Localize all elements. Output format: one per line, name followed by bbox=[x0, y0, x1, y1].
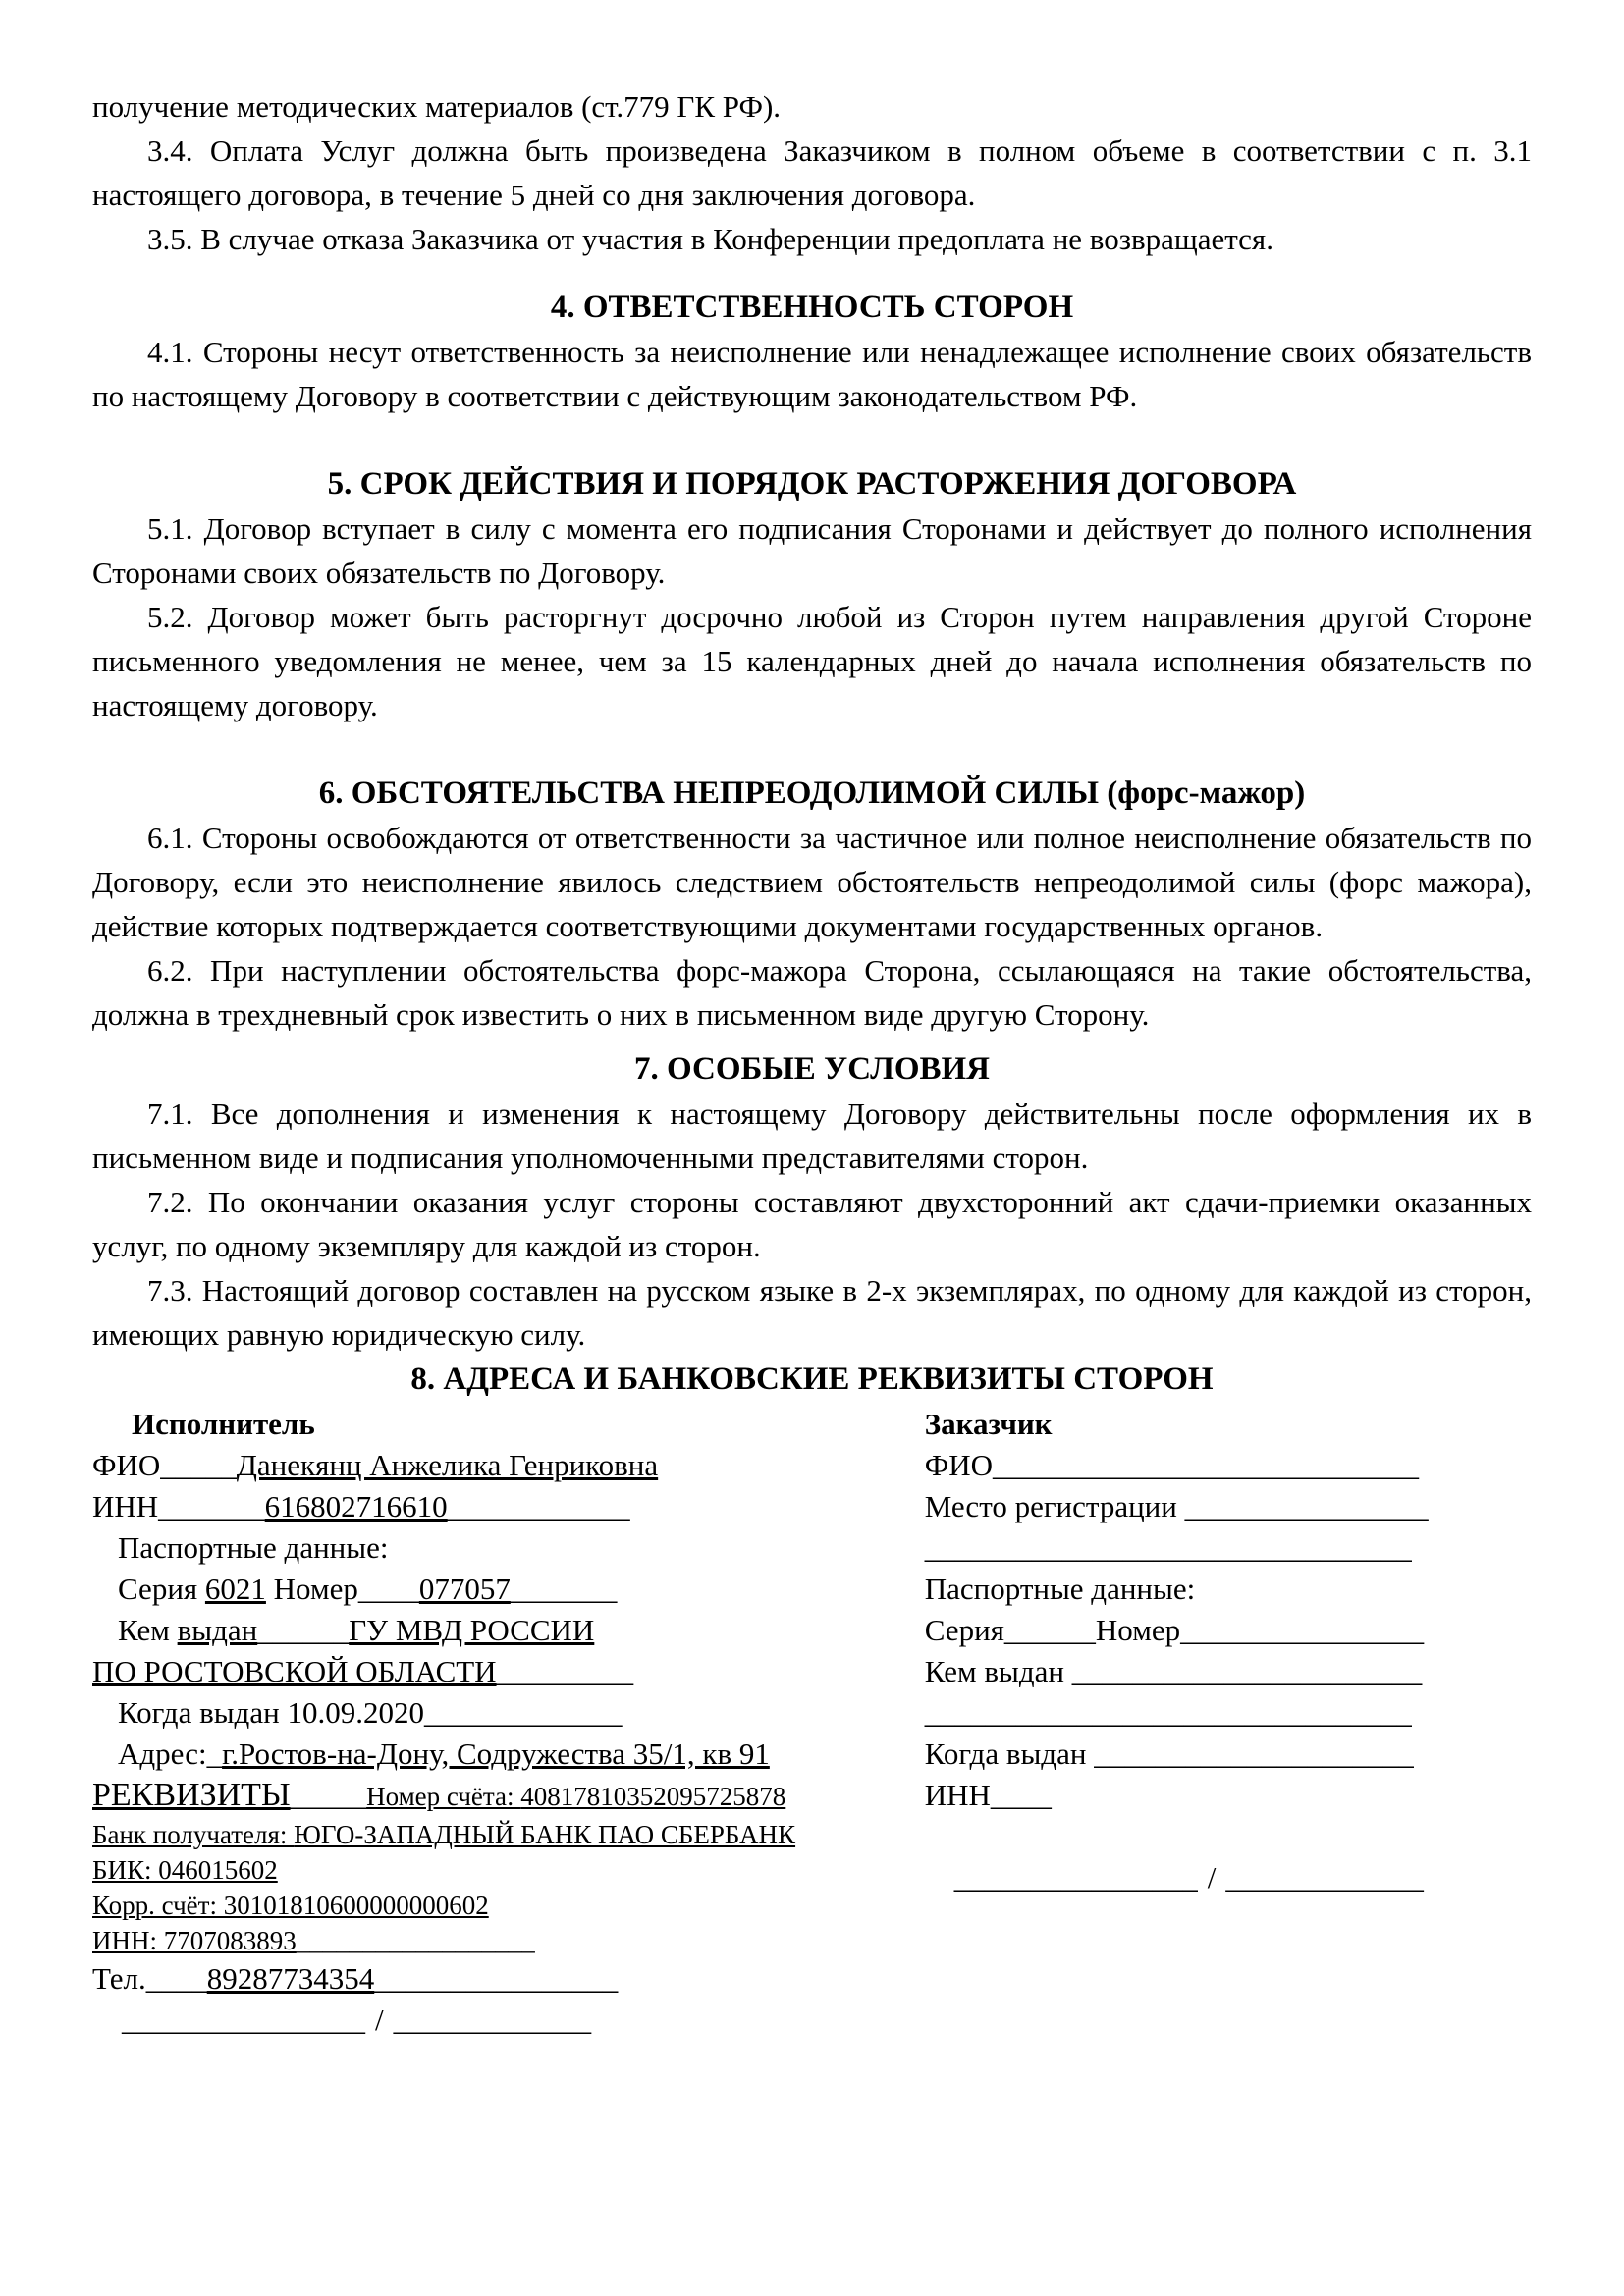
executor-adres-value: г.Ростов-на-Дону, Содружества 35/1, кв 91 bbox=[222, 1736, 770, 1771]
executor-inn-tail: ____________ bbox=[447, 1489, 630, 1523]
executor-fio-line bbox=[92, 1445, 876, 1486]
clause-4-1: 4.1. Стороны несут ответственность за неисполнение или ненадлежащее исполнение своих обязательств по настоящему Договору в соответствии с действующим законодательством РФ. bbox=[92, 335, 1532, 413]
customer-kogda-line bbox=[925, 1734, 1532, 1775]
customer-blank-line-2: ________________________________ bbox=[924, 1695, 1412, 1730]
executor-fio-gap: _____ bbox=[160, 1448, 237, 1482]
customer-seriya-blank: ______ bbox=[1003, 1613, 1096, 1647]
customer-signature-separator: / bbox=[1207, 1860, 1217, 1895]
customer-column bbox=[925, 1404, 1532, 1898]
executor-inn2-value: ИНН: 7707083893 bbox=[92, 1926, 297, 1955]
customer-mesto-label: Место регистрации bbox=[924, 1489, 1185, 1523]
section-5-heading: 5. СРОК ДЕЙСТВИЯ И ПОРЯДОК РАСТОРЖЕНИЯ ДОГОВОРА bbox=[327, 466, 1297, 502]
clause-7-1: 7.1. Все дополнения и изменения к настоящему Договору действительны после оформления их в письменном виде и подписания уполномоченными представителями сторон. bbox=[92, 1096, 1532, 1175]
customer-inn-line bbox=[925, 1775, 1532, 1816]
executor-korr-value: Корр. счёт: 30101810600000000602 bbox=[92, 1891, 489, 1920]
customer-mesto-line bbox=[925, 1486, 1532, 1527]
executor-tel-line bbox=[92, 1958, 876, 2000]
executor-kem-value2: ГУ МВД РОССИИ bbox=[349, 1613, 595, 1647]
customer-signature-blank: ________________ bbox=[953, 1860, 1198, 1895]
clause-3-5: 3.5. В случае отказа Заказчика от участия в Конференции предоплата не возвращается. bbox=[147, 222, 1273, 256]
customer-nomer-blank: ________________ bbox=[1180, 1613, 1425, 1647]
executor-seriya-value: 6021 bbox=[204, 1572, 266, 1606]
customer-spacer-row bbox=[925, 1816, 1532, 1857]
clause-7-3: 7.3. Настоящий договор составлен на русском языке в 2-х экземплярах, по одному для каждой из сторон, имеющих равную юридическую силу. bbox=[92, 1273, 1532, 1352]
customer-kem-label: Кем выдан bbox=[924, 1654, 1072, 1688]
executor-rekvizity-gap: _____ bbox=[290, 1778, 367, 1812]
customer-mesto-blank: ________________ bbox=[1184, 1489, 1429, 1523]
executor-signature-name-blank: _____________ bbox=[393, 2002, 592, 2037]
customer-kem-blank: _______________________ bbox=[1071, 1654, 1423, 1688]
executor-signature-line bbox=[92, 2000, 876, 2041]
executor-bank-label: Банк получателя: bbox=[92, 1820, 295, 1849]
executor-rekvizity-line bbox=[92, 1775, 876, 1817]
customer-inn-blank: ____ bbox=[990, 1778, 1052, 1812]
executor-seriya-line bbox=[92, 1569, 876, 1610]
requisites-columns bbox=[92, 1404, 1532, 2041]
customer-kogda-blank: _____________________ bbox=[1094, 1736, 1414, 1771]
executor-kogda-line bbox=[92, 1692, 876, 1734]
executor-title: Исполнитель bbox=[132, 1407, 315, 1441]
executor-tel-tail: ________________ bbox=[374, 1961, 619, 1996]
customer-inn-label: ИНН bbox=[924, 1778, 991, 1812]
customer-passport-label: Паспортные данные: bbox=[924, 1572, 1196, 1606]
executor-korr-line bbox=[92, 1888, 876, 1923]
executor-adres-label: Адрес: bbox=[118, 1736, 207, 1771]
clause-7-2: 7.2. По окончании оказания услуг стороны составляют двухсторонний акт сдачи-приемки оказанных услуг, по одному экземпляру для каждой из сторон. bbox=[92, 1185, 1532, 1263]
clause-3-4: 3.4. Оплата Услуг должна быть произведена Заказчиком в полном объеме в соответствии с п. 3.1 настоящего договора, в течение 5 дней со дня заключения договора. bbox=[92, 133, 1532, 212]
executor-nomer-label: Номер bbox=[265, 1572, 358, 1606]
executor-bank-value: ЮГО-ЗАПАДНЫЙ БАНК ПАО СБЕРБАНК bbox=[294, 1820, 796, 1849]
clause-5-2: 5.2. Договор может быть расторгнут досрочно любой из Сторон путем направления другой Стороне письменного уведомления не менее, чем за 15 календарных дней до начала исполнения обязательств по настоящему договору. bbox=[92, 600, 1532, 722]
executor-kogda-value: 10.09.2020 bbox=[287, 1695, 424, 1730]
executor-signature-blank: ________________ bbox=[122, 2002, 365, 2037]
executor-kem-value1: выдан bbox=[177, 1613, 258, 1647]
intro-continuation-line: получение методических материалов (ст.779 ГК РФ). bbox=[92, 89, 782, 124]
clause-6-2: 6.2. При наступлении обстоятельства форс-мажора Сторона, ссылающаяся на такие обстоятельства, должна в трехдневный срок известить о них в письменном виде другую Сторону. bbox=[92, 953, 1532, 1032]
executor-seriya-label: Серия bbox=[118, 1572, 205, 1606]
executor-tel-value: 89287734354 bbox=[206, 1961, 375, 1996]
executor-inn-label: ИНН bbox=[92, 1489, 159, 1523]
executor-inn-line bbox=[92, 1486, 876, 1527]
customer-kem-line bbox=[925, 1651, 1532, 1692]
executor-kem-line2 bbox=[92, 1651, 876, 1692]
executor-bank-line bbox=[92, 1817, 876, 1852]
executor-nomer-value: 077057 bbox=[418, 1572, 511, 1606]
customer-blank-line-1: ________________________________ bbox=[924, 1530, 1412, 1565]
executor-kem-gap: ______ bbox=[257, 1613, 350, 1647]
section-7-heading: 7. ОСОБЫЕ УСЛОВИЯ bbox=[633, 1051, 991, 1087]
executor-kem-line bbox=[92, 1610, 876, 1651]
executor-bik-value: БИК: 046015602 bbox=[92, 1855, 278, 1885]
executor-tel-gap: ____ bbox=[145, 1961, 207, 1996]
customer-title: Заказчик bbox=[924, 1407, 1053, 1441]
customer-signature-name-blank: _____________ bbox=[1225, 1860, 1424, 1895]
executor-inn2-tail: __________________ bbox=[296, 1926, 535, 1955]
executor-bik-line bbox=[92, 1852, 876, 1888]
executor-rekvizity-label: РЕКВИЗИТЫ bbox=[92, 1777, 291, 1813]
executor-fio-label: ФИО bbox=[92, 1448, 161, 1482]
executor-adres-gap: _ bbox=[206, 1736, 223, 1771]
executor-account-label: Номер счёта: bbox=[366, 1782, 521, 1811]
executor-inn2-line bbox=[92, 1923, 876, 1958]
executor-kem-label: Кем bbox=[118, 1613, 178, 1647]
section-6-heading: 6. ОБСТОЯТЕЛЬСТВА НЕПРЕОДОЛИМОЙ СИЛЫ (форс-мажор) bbox=[318, 775, 1306, 811]
customer-seriya-line bbox=[925, 1610, 1532, 1651]
clause-5-1: 5.1. Договор вступает в силу с момента его подписания Сторонами и действует до полного исполнения Сторонами своих обязательств по Договору. bbox=[92, 511, 1532, 590]
executor-column bbox=[92, 1404, 876, 2041]
executor-fio-value: Данекянц Анжелика Генриковна bbox=[236, 1448, 659, 1482]
executor-kem-line2-tail: _________ bbox=[496, 1654, 634, 1688]
customer-signature-line bbox=[925, 1857, 1532, 1898]
executor-nomer-gap: ____ bbox=[357, 1572, 419, 1606]
customer-kogda-label: Когда выдан bbox=[924, 1736, 1095, 1771]
executor-nomer-tail: _______ bbox=[510, 1572, 618, 1606]
executor-tel-label: Тел. bbox=[92, 1961, 146, 1996]
executor-passport-label: Паспортные данные: bbox=[118, 1530, 389, 1565]
executor-adres-line bbox=[92, 1734, 876, 1775]
executor-inn-value: 616802716610 bbox=[264, 1489, 448, 1523]
executor-kem-line2-value: ПО РОСТОВСКОЙ ОБЛАСТИ bbox=[92, 1654, 497, 1688]
section-8-heading: 8. АДРЕСА И БАНКОВСКИЕ РЕКВИЗИТЫ СТОРОН bbox=[410, 1362, 1214, 1397]
clause-6-1: 6.1. Стороны освобождаются от ответственности за частичное или полное неисполнение обязательств по Договору, если это неисполнение явилось следствием обстоятельств непреодолимой силы (форс мажора), действие которых подтверждается соответствующими документами государственных органов. bbox=[92, 821, 1532, 943]
section-4-heading: 4. ОТВЕТСТВЕННОСТЬ СТОРОН bbox=[550, 290, 1074, 325]
executor-inn-gap: _______ bbox=[158, 1489, 265, 1523]
customer-nomer-label: Номер bbox=[1095, 1613, 1181, 1647]
customer-fio-blank: ____________________________ bbox=[993, 1448, 1420, 1482]
customer-seriya-label: Серия bbox=[924, 1613, 1004, 1647]
executor-signature-separator: / bbox=[375, 2002, 384, 2037]
customer-fio-label: ФИО bbox=[924, 1448, 994, 1482]
executor-kogda-tail: _____________ bbox=[423, 1695, 623, 1730]
customer-fio-line bbox=[925, 1445, 1532, 1486]
executor-kogda-label: Когда выдан bbox=[118, 1695, 288, 1730]
executor-account-value: 40817810352095725878 bbox=[520, 1782, 786, 1811]
